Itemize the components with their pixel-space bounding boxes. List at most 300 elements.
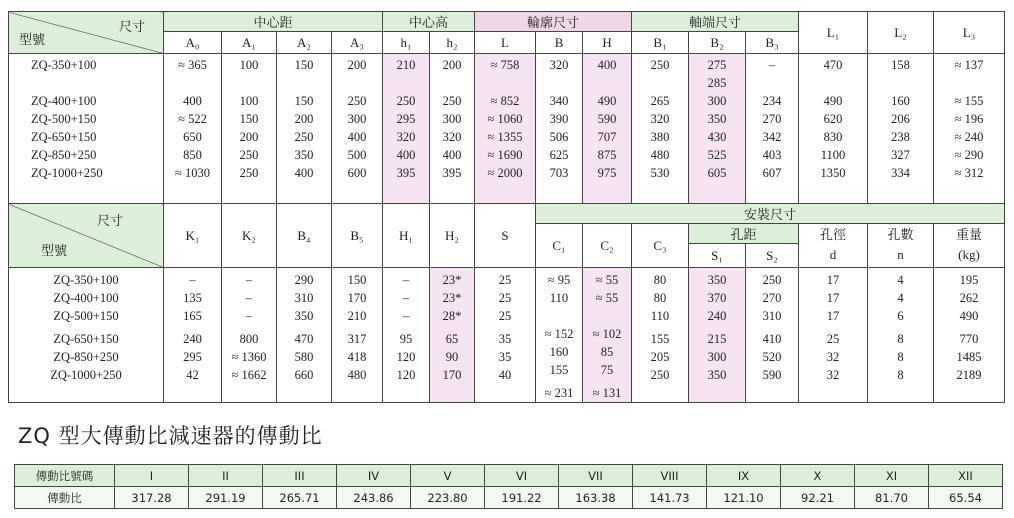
value-cell: 590 [762,368,782,382]
col-values [583,54,632,204]
value-cell: 120 [396,368,416,382]
value-cell: 100 [239,58,259,72]
value-cell: 310 [294,291,314,305]
value-cell: ≈ 152 [544,327,574,341]
value-cell [332,182,382,200]
col-values [475,54,536,204]
ratio-code: IX [707,465,781,487]
value-cell: 625 [549,148,569,162]
value-cell [383,384,429,402]
col-values [222,268,277,403]
col-header: K₁ [164,204,222,268]
value-cell: 400 [396,148,416,162]
value-cell: 165 [183,309,202,323]
ratio-value: 265.71 [263,487,337,509]
value-cell: 150 [294,94,314,108]
group-center-height: 中心高 [383,12,475,32]
value-cell: 95 [399,332,413,346]
value-cell [746,384,798,402]
col-values [383,268,430,403]
value-cell: 265 [650,94,670,108]
col-header: H₁ [383,204,430,268]
value-cell: 490 [823,94,843,108]
value-cell: 150 [294,58,314,72]
model-cell: ZQ-350+100 [31,58,97,72]
value-cell: 42 [186,368,199,382]
value-cell: 6 [897,309,904,323]
value-cell: 17 [826,273,840,287]
ratio-code: IV [337,465,411,487]
value-cell: 250 [294,130,314,144]
value-cell [799,182,867,200]
value-cell: 703 [549,166,569,180]
col-header: A₀ [164,32,222,54]
col-header: S₁ [689,244,746,268]
corner-header-top [9,12,164,54]
value-cell: 403 [762,148,782,162]
value-cell: ≈ 196 [954,112,984,126]
value-cell: 200 [294,112,314,126]
value-cell: 660 [294,368,314,382]
value-cell [332,74,382,92]
value-cell [689,384,745,402]
ratio-code: VIII [633,465,707,487]
value-cell: 25 [826,332,840,346]
value-cell: 32 [826,350,840,364]
group-hole-distance: 孔距 [689,224,799,244]
value-cell: 240 [707,309,727,323]
value-cell: 270 [762,291,782,305]
value-cell: 520 [762,350,782,364]
value-cell: 400 [597,58,617,72]
value-cell: 400 [347,130,367,144]
ratio-value: 163.38 [559,487,633,509]
value-cell: 875 [597,148,617,162]
value-cell: 1350 [820,166,846,180]
value-cell: 605 [707,166,727,180]
col-values [383,54,430,204]
value-cell: 400 [294,166,314,180]
ratio-section-title: ZQ 型大傳動比減速器的傳動比 [18,424,323,448]
value-cell: 300 [347,112,367,126]
model-cell: ZQ-850+250 [31,148,97,162]
col-header: A₁ [222,32,277,54]
value-cell [746,182,798,200]
value-cell: 200 [442,58,462,72]
value-cell: ≈ 1360 [231,350,267,364]
value-cell [164,74,221,92]
ratio-value: 291.19 [189,487,263,509]
value-cell: 155 [549,363,569,377]
ratio-code: III [263,465,337,487]
value-cell: ≈ 1662 [231,368,267,382]
col-values [277,54,332,204]
value-cell: ≈ 758 [490,58,520,72]
col-header: A₃ [332,32,383,54]
value-cell: 8 [897,332,904,346]
col-header: B₂ [689,32,746,54]
value-cell: – [245,309,253,323]
value-cell [222,182,276,200]
value-cell: 80 [653,291,667,305]
value-cell: 770 [959,332,979,346]
ratio-value: 243.86 [337,487,411,509]
value-cell: 470 [294,332,314,346]
ratio-value: 223.80 [411,487,485,509]
col-values [689,268,746,403]
value-cell [868,384,933,402]
value-cell: 334 [891,166,910,180]
value-cell: 850 [183,148,202,162]
value-cell: 110 [650,309,670,323]
value-cell [475,384,535,402]
value-cell [536,74,582,92]
value-cell: 580 [294,350,314,364]
col-values [689,54,746,204]
ratio-code: II [189,465,263,487]
value-cell: 400 [442,148,462,162]
value-cell: 23* [442,291,462,305]
col-header: B₃ [746,32,799,54]
value-cell: 275 [707,58,727,72]
value-cell: 270 [762,112,782,126]
value-cell: 100 [239,94,259,108]
value-cell: 120 [396,350,416,364]
value-cell: 32 [826,368,840,382]
col-values [583,268,632,403]
value-cell: 17 [826,309,840,323]
value-cell: 35 [498,350,512,364]
col-values [934,54,1005,204]
value-cell: 470 [823,58,843,72]
ratio-code: XII [929,465,1003,487]
value-cell: 395 [396,166,416,180]
value-cell [799,74,867,92]
dimension-table-bottom [8,203,1005,403]
value-cell: 250 [347,94,367,108]
ratio-value-label: 傳動比 [15,487,115,509]
corner-header-bottom [9,204,164,268]
value-cell [222,384,276,402]
value-cell: 170 [442,368,462,382]
value-cell: 350 [294,309,314,323]
value-cell: 210 [347,309,367,323]
ratio-value: 141.73 [633,487,707,509]
model-cell: ZQ-500+150 [31,112,97,126]
col-header: B₅ [332,204,383,268]
value-cell: 350 [707,112,727,126]
value-cell [583,74,631,92]
value-cell: 530 [650,166,670,180]
value-cell: ≈ 852 [490,94,520,108]
value-cell: 607 [762,166,782,180]
col-values [746,268,799,403]
value-cell: ≈ 365 [178,58,207,72]
value-cell: 215 [707,332,727,346]
value-cell: 1485 [956,350,982,364]
value-cell [689,182,745,200]
value-cell: 370 [707,291,727,305]
value-cell: 295 [396,112,416,126]
col-values [746,54,799,204]
value-cell: ≈ 155 [954,94,984,108]
model-cell: ZQ-350+100 [53,273,119,287]
value-cell: 160 [549,345,569,359]
col-values [475,268,536,403]
value-cell: 430 [707,130,727,144]
value-cell [332,384,382,402]
ratio-table [14,464,1003,509]
value-cell: ≈ 131 [592,386,622,400]
value-cell: ≈ 1690 [487,148,523,162]
ratio-value: 191.22 [485,487,559,509]
group-install: 安裝尺寸 [536,204,1005,224]
value-cell: 480 [347,368,367,382]
col-header: C₃ [632,224,689,268]
weight-label: 重量 [934,224,1005,244]
value-cell: 25 [498,273,512,287]
value-cell [430,74,474,92]
col-values [430,54,475,204]
value-cell: 650 [183,130,202,144]
value-cell: 342 [762,130,782,144]
model-label: 型號 [19,33,46,48]
weight-unit: (kg) [934,244,1005,268]
ratio-code: I [115,465,189,487]
value-cell: 707 [597,130,617,144]
value-cell: 600 [347,166,367,180]
value-cell: 250 [650,58,670,72]
value-cell: 262 [959,291,979,305]
value-cell: 320 [442,130,462,144]
model-cell [31,182,163,200]
value-cell: 310 [762,309,782,323]
hole-diameter-label: 孔徑 [799,224,868,244]
value-cell: 90 [445,350,459,364]
value-cell: 65 [445,332,459,346]
value-cell [799,384,867,402]
value-cell: 4 [897,273,904,287]
value-cell: 250 [762,273,782,287]
value-cell: 410 [762,332,782,346]
value-cell: 135 [183,291,202,305]
value-cell: ≈ 290 [954,148,984,162]
value-cell [430,384,474,402]
model-cell: ZQ-850+250 [53,350,119,364]
value-cell: 300 [442,112,462,126]
model-cell [9,384,163,402]
value-cell: 250 [239,166,259,180]
ratio-value: 65.54 [929,487,1003,509]
value-cell: 250 [396,94,416,108]
hole-count-symbol: n [868,244,934,268]
value-cell: 1100 [820,148,846,162]
value-cell [632,182,688,200]
value-cell: 25 [498,291,512,305]
col-values [277,268,332,403]
value-cell [583,182,631,200]
model-cell: ZQ-650+150 [31,130,97,144]
col-values [332,54,383,204]
value-cell: 317 [347,332,367,346]
value-cell: 320 [650,112,670,126]
value-cell: 25 [498,309,512,323]
value-cell: 80 [653,273,667,287]
value-cell: 206 [891,112,910,126]
value-cell: 590 [597,112,617,126]
ratio-value: 317.28 [115,487,189,509]
value-cell [632,384,688,402]
value-cell: 285 [707,76,727,90]
ratio-value: 81.70 [855,487,929,509]
value-cell [277,74,331,92]
value-cell: 200 [239,130,259,144]
value-cell: 205 [650,350,670,364]
col-values [868,268,934,403]
value-cell: 300 [707,94,727,108]
ratio-code: VI [485,465,559,487]
ratio-code: X [781,465,855,487]
value-cell [632,74,688,92]
col-header: B [536,32,583,54]
value-cell: 500 [347,148,367,162]
value-cell: 23* [442,273,462,287]
value-cell: 250 [650,368,670,382]
col-header: L₃ [934,12,1005,54]
col-header: H [583,32,632,54]
value-cell: 155 [650,332,670,346]
model-list [9,268,164,403]
ratio-code: V [411,465,485,487]
value-cell [475,74,535,92]
value-cell: 35 [498,332,512,346]
value-cell: 200 [347,58,367,72]
value-cell: 300 [707,350,727,364]
value-cell: 390 [549,112,569,126]
ratio-value: 92.21 [781,487,855,509]
value-cell: 490 [597,94,617,108]
col-header: B₁ [632,32,689,54]
value-cell [222,74,276,92]
value-cell [475,182,535,200]
value-cell: 17 [826,291,840,305]
value-cell: – [245,273,253,287]
value-cell [536,307,582,325]
col-values [536,54,583,204]
value-cell: 320 [396,130,416,144]
value-cell: 380 [650,130,670,144]
value-cell: 975 [597,166,617,180]
value-cell: 195 [959,273,979,287]
col-values [222,54,277,204]
col-header: S [475,204,536,268]
value-cell: – [402,309,410,323]
col-values [164,268,222,403]
group-shaft-end: 軸端尺寸 [632,12,799,32]
value-cell [583,307,631,325]
ratio-value: 121.10 [707,487,781,509]
col-header: B₄ [277,204,332,268]
col-header: L [475,32,536,54]
model-label: 型號 [41,244,68,259]
hole-diameter-symbol: d [799,244,868,268]
value-cell: 40 [498,368,512,382]
value-cell: 800 [239,332,259,346]
dimension-table-top [8,11,1005,204]
col-header: H₂ [430,204,475,268]
value-cell [164,384,221,402]
value-cell: 8 [897,368,904,382]
group-outline: 輪廓尺寸 [475,12,632,32]
value-cell: ≈ 312 [954,166,984,180]
hole-count-label: 孔數 [868,224,934,244]
group-center-distance: 中心距 [164,12,383,32]
value-cell: ≈ 55 [595,273,619,287]
value-cell [934,74,1004,92]
value-cell: ≈ 137 [954,58,984,72]
value-cell: 295 [183,350,202,364]
ratio-code: XI [855,465,929,487]
ratio-code: VII [559,465,633,487]
value-cell: 210 [396,58,416,72]
model-cell: ZQ-500+150 [53,309,119,323]
value-cell: 620 [823,112,843,126]
col-values [536,268,583,403]
model-cell: ZQ-400+100 [31,94,97,108]
value-cell: ≈ 522 [178,112,207,126]
value-cell: 350 [707,368,727,382]
value-cell: 320 [549,58,569,72]
col-header: C₁ [536,224,583,268]
value-cell [868,74,933,92]
col-values [799,268,868,403]
col-values [430,268,475,403]
col-values [164,54,222,204]
value-cell: 250 [442,94,462,108]
value-cell [277,182,331,200]
value-cell: 158 [891,58,910,72]
col-values [632,268,689,403]
model-cell: ZQ-1000+250 [31,166,103,180]
value-cell: 8 [897,350,904,364]
value-cell: ≈ 2000 [487,166,523,180]
model-cell [31,74,163,92]
col-header: L₂ [868,12,934,54]
value-cell [934,384,1004,402]
col-values [934,268,1005,403]
value-cell: – [768,58,776,72]
value-cell: ≈ 231 [544,386,574,400]
value-cell: 350 [294,148,314,162]
size-label: 尺寸 [118,20,145,35]
model-list [9,54,164,204]
value-cell [277,384,331,402]
col-header: K₂ [222,204,277,268]
value-cell [383,182,429,200]
col-values [332,268,383,403]
col-values [868,54,934,204]
value-cell: 830 [823,130,843,144]
value-cell: ≈ 95 [547,273,571,287]
value-cell: 110 [549,291,569,305]
value-cell: 480 [650,148,670,162]
value-cell [934,182,1004,200]
value-cell: 28* [442,309,462,323]
value-cell: ≈ 55 [595,291,619,305]
col-values [799,54,868,204]
value-cell: 327 [891,148,910,162]
value-cell: 85 [600,345,614,359]
